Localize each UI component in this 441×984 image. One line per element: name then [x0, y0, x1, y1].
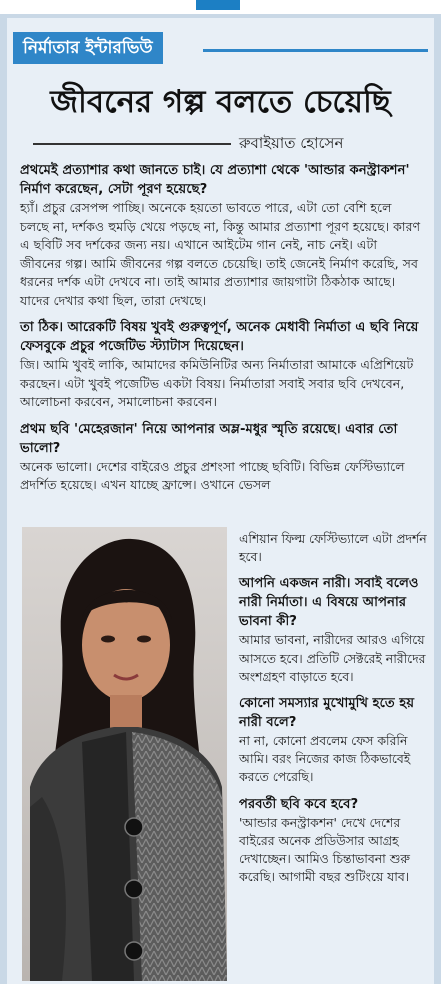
- article-page: [7, 18, 434, 984]
- answer-6: 'আন্ডার কনস্ট্রাকশন' দেখে দেশের বাইরের অনেক প্রডিউসার আগ্রহ দেখাচ্ছেন। আমিও চিন্তাভাবনা শুরু করেছি। আগামী বছর শুটিংয়ে যাব।: [239, 814, 410, 885]
- answer-1: হ্যাঁ। প্রচুর রেসপন্স পাচ্ছি। অনেকে হয়তো ভাবতে পারে, এটা তো বেশি হলে চলছে না, দর্শকও হুমড়ি খেয়ে পড়ছে না, কিন্তু আমার প্রত্যাশা পূরণ হয়েছে। কারণ এ ছবিটি সব দর্শকের জন্য নয়। এখানে আইটেম গান নেই, নাচ নেই। এটা জীবনের গল্প। আমি জীবনের গল্প বলতে চেয়েছি। তাই জেনেই নির্মাণ করেছি, সব ধরনের দর্শক এটা দেখবে না। তাই আমার প্রত্যাশার জায়গাটা ঠিকঠাক আছে। যাদের দেখার কথা ছিল, তারা দেখছে।: [20, 200, 421, 308]
- portrait-illustration: [22, 527, 227, 981]
- question-6: পরবর্তী ছবি কবে হবে?: [239, 796, 359, 812]
- question-5: কোনো সমস্যার মুখোমুখি হতে হয় নারী বলে?: [239, 696, 415, 731]
- question-4: আপনি একজন নারী। সবাই বলেও নারী নির্মাতা। এ বিষয়ে আপনার ভাবনা কী?: [239, 576, 419, 630]
- answer-3: অনেক ভালো। দেশের বাইরেও প্রচুর প্রশংসা পাচ্ছে ছবিটি। বিভিন্ন ফেস্টিভ্যালে প্রদর্শিত হয়েছে। এখন যাচ্ছে ফ্রান্সে। ওখানে ভেসল: [20, 458, 405, 492]
- section-header: [7, 32, 434, 64]
- article-body: [20, 161, 422, 503]
- byline-row: [7, 132, 434, 154]
- masthead-mark: [196, 0, 240, 10]
- byline: রুবাইয়াত হোসেন: [239, 134, 344, 152]
- interviewee-photo: [22, 527, 227, 981]
- answer-4: আমার ভাবনা, নারীদের আরও এগিয়ে আসতে হবে। প্রতিটি সেক্টরেই নারীদের অংশগ্রহণ বাড়াতে হবে।: [239, 632, 426, 684]
- answer-2: জি। আমি খুবই লাকি, আমাদের কমিউনিটির অন্য নির্মাতারা আমাকে এপ্রিশিয়েট করছেন। এটা খুবই পজেটিভ একটা বিষয়। নির্মাতারা সবাই সবার ছবি দেখবেন, আলোচনা করবেন, সমালোচনা করবেন।: [20, 357, 414, 409]
- headline: জীবনের গল্প বলতে চেয়েছি: [50, 84, 391, 120]
- top-strip: [0, 0, 441, 14]
- section-label: নির্মাতার ইন্টারভিউ: [13, 32, 163, 64]
- answer-3-continued: এশিয়ান ফিল্ম ফেস্টিভ্যালে এটা প্রদর্শন হবে।: [239, 531, 427, 565]
- answer-5: না না, কোনো প্রবলেম ফেস করিনি আমি। বরং নিজের কাজ ঠিকভাবেই করতে পেরেছি।: [239, 733, 411, 785]
- question-2: তা ঠিক। আরেকটি বিষয় খুবই গুরুত্বপূর্ণ, অনেক মেধাবী নির্মাতা এ ছবি নিয়ে ফেসবুকে প্রচুর পজেটিভ স্ট্যাটাস দিয়েছেন।: [20, 320, 419, 354]
- question-3: প্রথম ছবি 'মেহেরজান' নিয়ে আপনার অম্ল-মধুর স্মৃতি রয়েছে। এবার তো ভালো?: [20, 421, 398, 456]
- byline-rule: [33, 143, 231, 145]
- section-rule: [203, 49, 428, 52]
- question-1: প্রথমেই প্রত্যাশার কথা জানতে চাই। যে প্রত্যাশা থেকে 'আন্ডার কনস্ট্রাকশন' নির্মাণ করেছেন, সেটা পূরণ হয়েছে?: [20, 163, 410, 197]
- right-column: [239, 530, 433, 894]
